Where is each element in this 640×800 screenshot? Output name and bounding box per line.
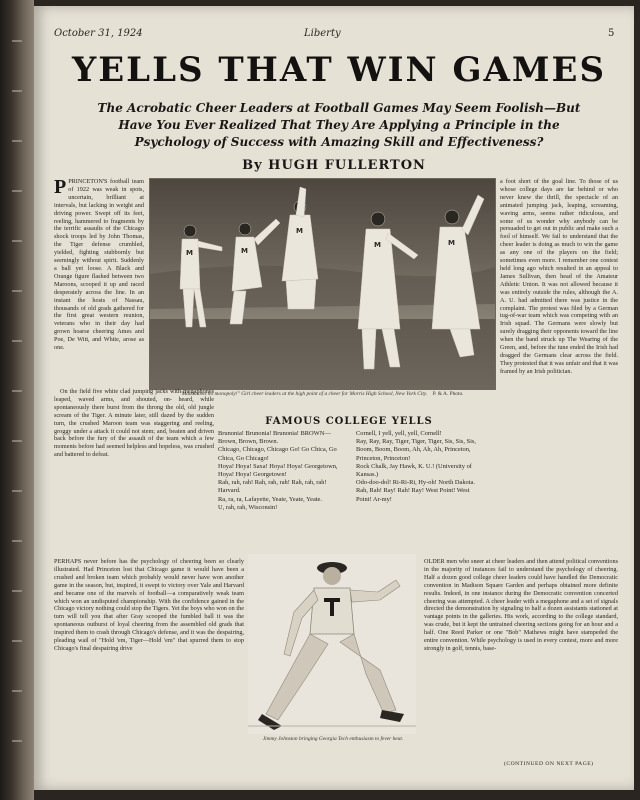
bottom-right-column: [424, 558, 618, 758]
issue-date: October 31, 1924: [54, 28, 143, 39]
photo-top-credit: P. & A. Photo.: [432, 391, 464, 397]
famous-yells-heading: FAMOUS COLLEGE YELLS: [265, 416, 433, 427]
svg-text:M: M: [374, 241, 381, 249]
yell-item: Odo-doo-dol! Ri-Ri-Ri, Hy-oh! North Dakota.: [356, 479, 475, 487]
photo-top-caption: "Man knows no monopoly!" Girl cheer leaders at the high point of a cheer for Morris High School, New York City.: [179, 391, 428, 397]
photo-cheer-leaders: [149, 178, 496, 390]
left-column-continued: [54, 388, 214, 548]
svg-text:M: M: [448, 239, 455, 247]
yell-item: U, rah, rah, Wisconsin!: [218, 503, 278, 511]
photo-bottom-caption: Jimmy Johnston bringing Georgia Tech enthusiasm to fever heat.: [262, 736, 404, 742]
photo-jimmy-johnston: [248, 554, 416, 734]
bottom-left-column: [54, 558, 244, 763]
svg-text:M: M: [186, 249, 193, 257]
yell-item: Brunonia! Brunonia! Brunonia! BROWN—Brown, Brown, Brown.: [218, 430, 331, 446]
bottom-right-text: OLDER men who sneer at cheer leaders and then attend political conventions in the majority of instances fail to understand the psychology of cheering. Half a dozen good college cheer leaders could have handled the Democratic convention in Madison Square Garden and perhaps obtained more definite results. Indeed, in one instance during the Democratic convention concerted cheering was attempted. A cheer leader with a megaphone and a set of signals directed the demonstration by signaling to half a dozen assistants stationed at vantage points in the galleries. His work, according to the college standard, was crude, but it kept the untrained cheering sections going for an hour and a half. One Reed Parker or one "Bob" Mathews might have stampeded the entire convention. While psychology is used in every contest, more and more strongly in golf, tennis, base-: [424, 558, 618, 652]
magazine-name: Liberty: [304, 28, 341, 39]
svg-text:M: M: [241, 247, 248, 255]
yell-item: Rah, rah, rah! Rah, rah, rah! Rah, rah, rah! Harvard.: [218, 479, 327, 495]
cheer-leaders-illustration: [150, 179, 495, 389]
yell-item: Rock Chalk, Jay Hawk, K. U.! (University of Kansas.): [356, 462, 472, 479]
continued-notice: (CONTINUED ON NEXT PAGE): [504, 761, 594, 767]
left-column-lead: [54, 178, 144, 388]
drop-cap: P: [54, 178, 67, 198]
cheer-leader-illustration: [248, 554, 416, 734]
yells-right-column: [356, 430, 484, 504]
yell-item: Ray, Ray, Ray, Tiger, Tiger, Tiger, Sis, Sis, Sis, Boom, Boom, Boom, Ah, Ah, Ah, Princeton, Princeton, Princeton!: [356, 438, 476, 462]
right-column-text: a foot short of the goal line. To those of us whose college days are far behind or who never knew the thrill, the spectacle of an animated jumping jack, leaping, screaming, waving arms, seems rather ridiculous, and some of us wonder why anybody can be persuaded to get out in public and make such a fool of himself. We fail to understand that the cheer leader is doing as much to win the game as any one of the players on the field; sometimes even more. I remember one contest held long ago which resulted in an appeal to James Sullivan, then head of the Amateur Athletic Union. It was not allowed because it was entirely outside the rules, although the A. A. U. had admitted there was justice in the complaint. The protest was filed by a German tug-of-war team which was competing with an Irish squad. The Germans were slowly but surely dragging their opponents toward the line when the band struck up The Wearing of the Green, and, before the tune ended the Irish had dragged the Germans clear across the field. They protested that it was unfair and that it was framed by an Irish politician.: [500, 178, 618, 375]
bottom-left-text: PERHAPS never before has the psychology of cheering been so clearly illustrated. Had Princeton lost that Chicago game it would have been a crushed and broken team which probably would never have won another game in the season, but, inspired, it swept to victory over Yale and Harvard and became one of the marvels of football—a comparatively weak team which won an undisputed championship. With the confidence gained in the Chicago victory nothing could stop the Tigers. Yet the boys who won on the turn will tell you that after Gray scooped the fumbled ball it was the spontaneous outburst of loyal cheering from the assembled old grads that inspired them to crash through Chicago's defense, and it was the despairing, pleading wail of "Hold 'em, Tiger—Hold 'em" that spurred them to stop Chicago's final despairing drive: [54, 558, 244, 652]
article-title: YELLS THAT WIN GAMES: [72, 50, 606, 90]
yell-item: Chicago, Chicago, Chicago Go! Go Chica, Go Chica, Go Chicago!: [218, 446, 337, 462]
right-column: [500, 178, 618, 550]
svg-text:M: M: [296, 227, 303, 235]
page-number: 5: [608, 28, 615, 39]
left-column-rest-text: On the field five white clad jumping jacks with megaphones leaped, waved arms, and shouted, on- heard, while spontaneously there burst from the throng the old, old jungle scream of the Tiger. A minute later, still dazed by the sudden turn, the crushed Maroon team was staggering and reeling, groggy under a attack it could not stem; and, beaten and driven back before the fury of the assault of the team which a few moments before had seemed helpless and hopeless, was crushed and battered to defeat.: [54, 388, 214, 459]
article-byline: By HUGH FULLERTON: [242, 158, 426, 173]
yell-item: Rah, Rah! Ray! Rah! Ray! West Point! West Point! Ar-my!: [356, 487, 470, 503]
yell-item: Hoya! Hoya! Saxa! Hoya! Hoya! Georgetown, Hoya! Hoya! Georgetown!: [218, 462, 338, 479]
yells-left-column: [218, 430, 348, 512]
article-deck: The Acrobatic Cheer Leaders at Football Games May Seem Foolish—But Have You Ever Realized That They Are Applying a Principle in the Psychology of Success with Amazing Skill and Effectiveness?: [97, 101, 581, 149]
yell-item: Cornell, I yell, yell, yell, Cornell!: [356, 430, 442, 437]
yell-item: Ra, ra, ra, Lafayette, Yeate, Yeate, Yeate.: [218, 495, 322, 503]
page-sheet: [34, 6, 634, 790]
binding-spine: [0, 0, 34, 800]
left-column-lead-text: PRINCETON'S football team of 1922 was weak in spots, uncertain, brilliant at intervals, but lacking in weight and driving power. Swept off its feet, reeling, hammered to fragments by the terrific assaults of the Chicago shock troops led by John Thomas, the Tiger defense crumbled, yielded, fighting stubbornly but seemingly without spirit. Suddenly a ball yet loose. A Black and Orange figure flashed between two Maroons, scooped it up and raced desperately across the line. In an instant the hosts of Nassau, thousands of old grads gathered for the first great western reunion, veterans who in their day had grown hoarse cheering Ames and Poe, De Witt, and White, arose as one.: [54, 178, 144, 352]
